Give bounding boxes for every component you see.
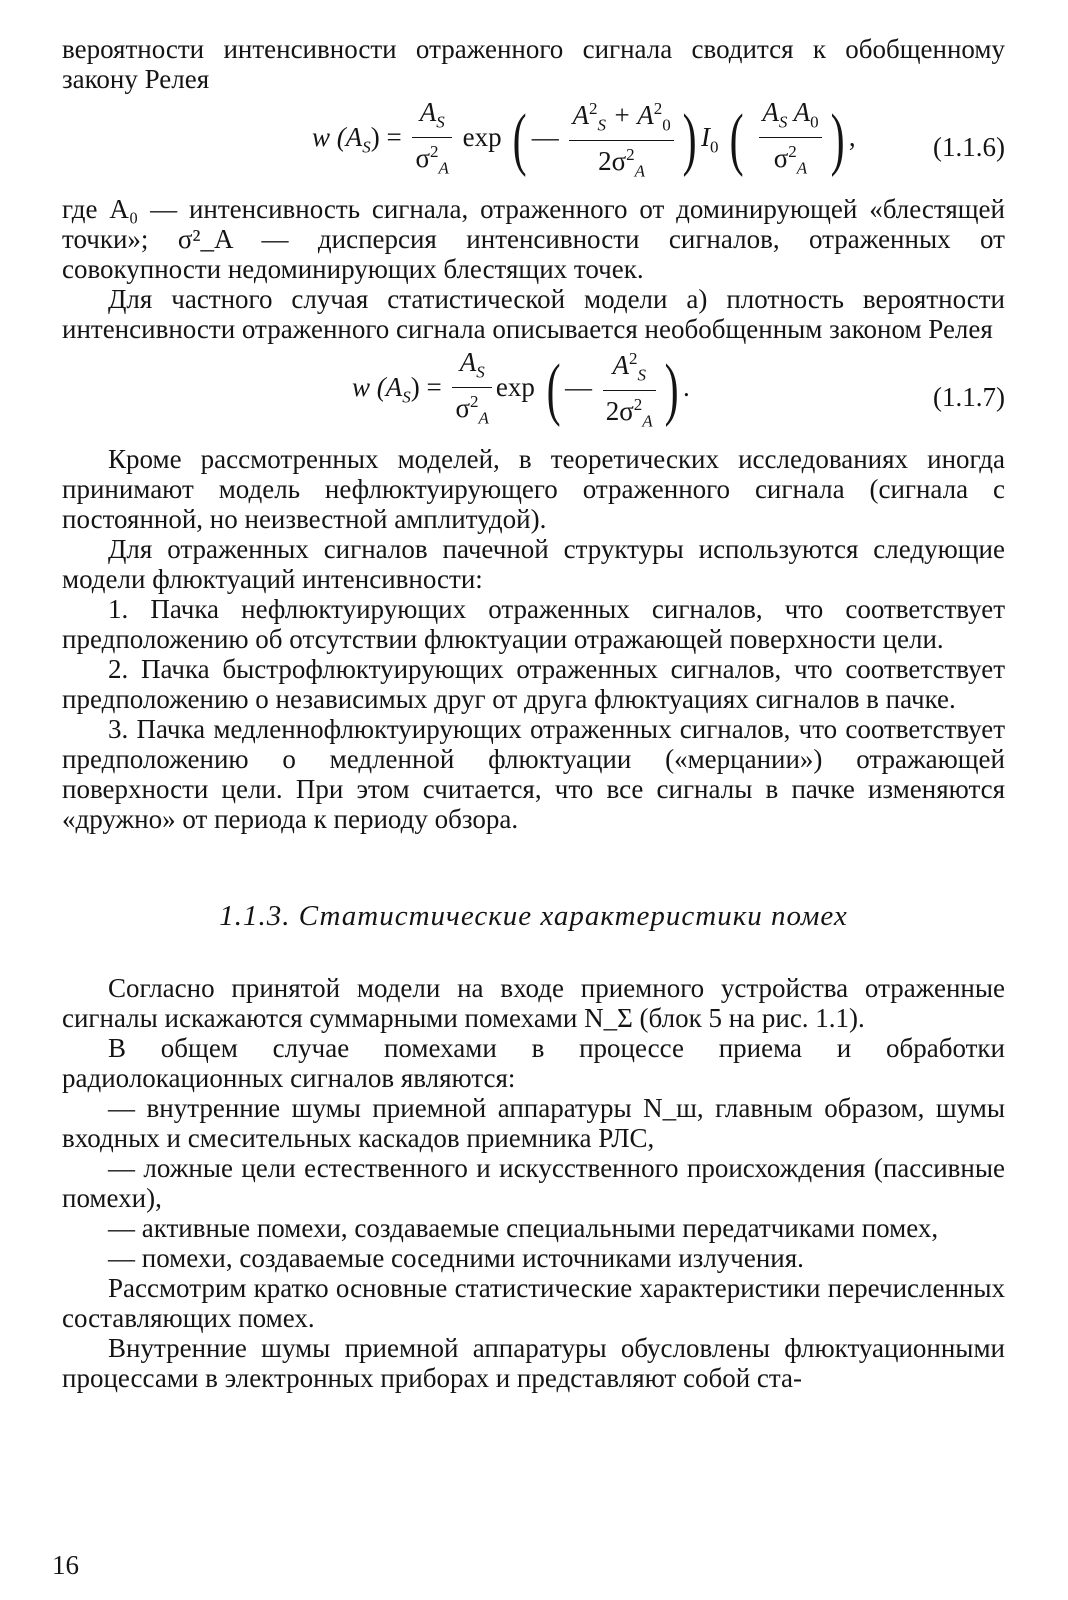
formula-1-1-7-number: (1.1.7): [933, 382, 1005, 412]
dash-item-2: — ложные цели естественного и искусственного происхождения (пассивные помехи),: [62, 1153, 1005, 1213]
f117-frac1-num: A: [459, 347, 477, 377]
f117-frac2-sub: S: [637, 365, 646, 385]
paragraph-3: Для частного случая статистической модели а) плотность вероятности интенсивности отраженного сигнала описывается необобщенным законом Релея: [62, 284, 1005, 344]
f116-frac3-num2: A: [787, 97, 811, 127]
f116-frac3-den-sup: 2: [788, 142, 797, 162]
f116-frac1-den-sup: 2: [430, 142, 439, 162]
dash-item-1: — внутренние шумы приемной аппаратуры N_ш, главным образом, шумы входных и смесительных каскадов приемника РЛС,: [62, 1093, 1005, 1153]
page-number: 16: [52, 1550, 79, 1580]
f117-lhs-close: ) =: [410, 372, 442, 403]
f117-fraction-1: [452, 347, 491, 433]
f116-frac2-den: 2σ: [598, 146, 627, 177]
f116-lhs-sub: S: [362, 137, 371, 157]
f117-frac1-num-sub: S: [476, 362, 485, 382]
paragraph-1: вероятности интенсивности отраженного сигнала сводится к обобщенному закону Релея: [62, 34, 1005, 94]
dash-item-3: — активные помехи, создаваемые специальными передатчиками помех,: [108, 1213, 939, 1243]
f117-lhs: w (A: [352, 372, 403, 403]
list-item-3: 3. Пачка медленнофлюктуирующих отраженных сигналов, что соответствует предположению о медленной флюктуации («мерцании») отражающей поверхности цели. При этом считается, что все сигналы в пачке изменяются «дружно» от периода к периоду обзора.: [62, 714, 1005, 834]
f117-frac1-den-sub: A: [478, 408, 489, 428]
f116-fraction-2: [569, 94, 673, 186]
f117-frac2-den-sup: 2: [633, 395, 643, 415]
text-column: [62, 34, 1005, 1393]
f117-tail: .: [682, 372, 690, 403]
paragraph-16: Внутренние шумы приемной аппаратуры обусловлены флюктуационными процессами в электронных приборах и представляют собой ста-: [62, 1333, 1005, 1393]
paragraph-2: где A₀ — интенсивность сигнала, отраженного от доминирующей «блестящей точки»; σ²_A — дисперсия интенсивности сигналов, отраженных от совокупности недоминирующих блестящих точек.: [62, 194, 1005, 284]
f117-fraction-2: [603, 344, 656, 436]
f116-lhs-close: ) =: [370, 122, 402, 153]
f116-frac2-sub1: S: [597, 115, 606, 135]
f116-frac1-num: A: [419, 97, 437, 127]
paragraph-9: Согласно принятой модели на входе приемного устройства отраженные сигналы искажаются суммарными помехами N_Σ (блок 5 на рис. 1.1).: [62, 973, 1005, 1033]
f116-frac3-sub1: S: [778, 112, 788, 132]
f116-frac2-sub2: 0: [662, 115, 671, 135]
f116-frac3-den-sub: A: [796, 158, 808, 178]
f116-frac3-sub2: 0: [810, 112, 819, 132]
list-item-2: 2. Пачка быстрофлюктуирующих отраженных сигналов, что соответствует предположению о независимых друг от друга флюктуациях сигналов в пачке.: [62, 654, 1005, 714]
paragraph-15: Рассмотрим кратко основные статистические характеристики перечисленных составляющих помех.: [62, 1273, 1005, 1333]
f116-frac1-num-sub: S: [436, 112, 445, 132]
f117-frac1-den-sup: 2: [470, 392, 479, 412]
f116-lhs: w (A: [312, 122, 363, 153]
f116-bessel: I: [701, 122, 711, 153]
formula-1-1-7-expression: w $(A_S)$ = $\frac{A_S}{\sigma^2_A}$ exp ( — $\frac{A^2_S}{2\sigma^2_A}$ ) .: [352, 344, 690, 436]
f116-frac2-sup2: 2: [653, 99, 663, 118]
formula-1-1-6-expression: w $(A_S)$ = $\frac{A_S}{\sigma^2_A}$ exp ( — $\frac{A^2_S + A^2_0}{2\sigma^2_A}$ ) $I_0$ ( $\frac{A_S A_0}{\sigma^2_A}$ ) ,: [312, 94, 856, 186]
formula-1-1-6-number: (1.1.6): [933, 132, 1005, 162]
dash-item-4: — помехи, создаваемые соседними источниками излучения.: [108, 1243, 804, 1273]
f116-fraction-3: [759, 97, 821, 183]
paragraph-4: Кроме рассмотренных моделей, в теоретических исследованиях иногда принимают модель нефлюктуирующего отраженного сигнала (сигнала с постоянной, но неизвестной амплитудой).: [62, 444, 1005, 534]
f116-frac3-den: σ: [773, 143, 789, 174]
f116-frac1-den-sub: A: [438, 158, 449, 178]
paragraph-5: Для отраженных сигналов пачечной структуры используются следующие модели флюктуаций интенсивности:: [62, 534, 1005, 594]
f116-frac2-den-sup: 2: [626, 145, 635, 165]
formula-1-1-6: [62, 94, 1005, 194]
f116-frac3-num: A: [762, 97, 779, 127]
f117-frac1-den: σ: [455, 393, 471, 424]
f116-frac2-num: A: [572, 100, 589, 130]
f116-frac2-plus: + A: [605, 100, 654, 130]
f117-frac2-num: A: [612, 350, 629, 380]
list-item-1: 1. Пачка нефлюктуирующих отраженных сигналов, что соответствует предположению об отсутствии флюктуации отражающей поверхности цели.: [62, 594, 1005, 654]
f116-tail: ,: [848, 122, 856, 153]
f116-fraction-1: [412, 97, 451, 183]
f116-frac2-sup1: 2: [588, 99, 598, 118]
f116-frac1-den: σ: [415, 143, 431, 174]
paragraph-10: В общем случае помехами в процессе приема и обработки радиолокационных сигналов являются:: [62, 1033, 1005, 1093]
f117-exp: exp: [495, 372, 535, 403]
f117-frac2-den-sub: A: [642, 411, 653, 431]
f116-bessel-sub: 0: [710, 137, 719, 157]
f116-exp: exp: [462, 122, 502, 153]
f117-frac2-den: 2σ: [605, 396, 634, 427]
formula-1-1-7: [62, 344, 1005, 444]
f117-frac2-sup: 2: [628, 349, 638, 368]
f117-lhs-sub: S: [402, 387, 411, 407]
f116-frac2-den-sub: A: [634, 161, 646, 181]
section-heading: 1.1.3. Статистические характеристики помех: [219, 900, 848, 932]
